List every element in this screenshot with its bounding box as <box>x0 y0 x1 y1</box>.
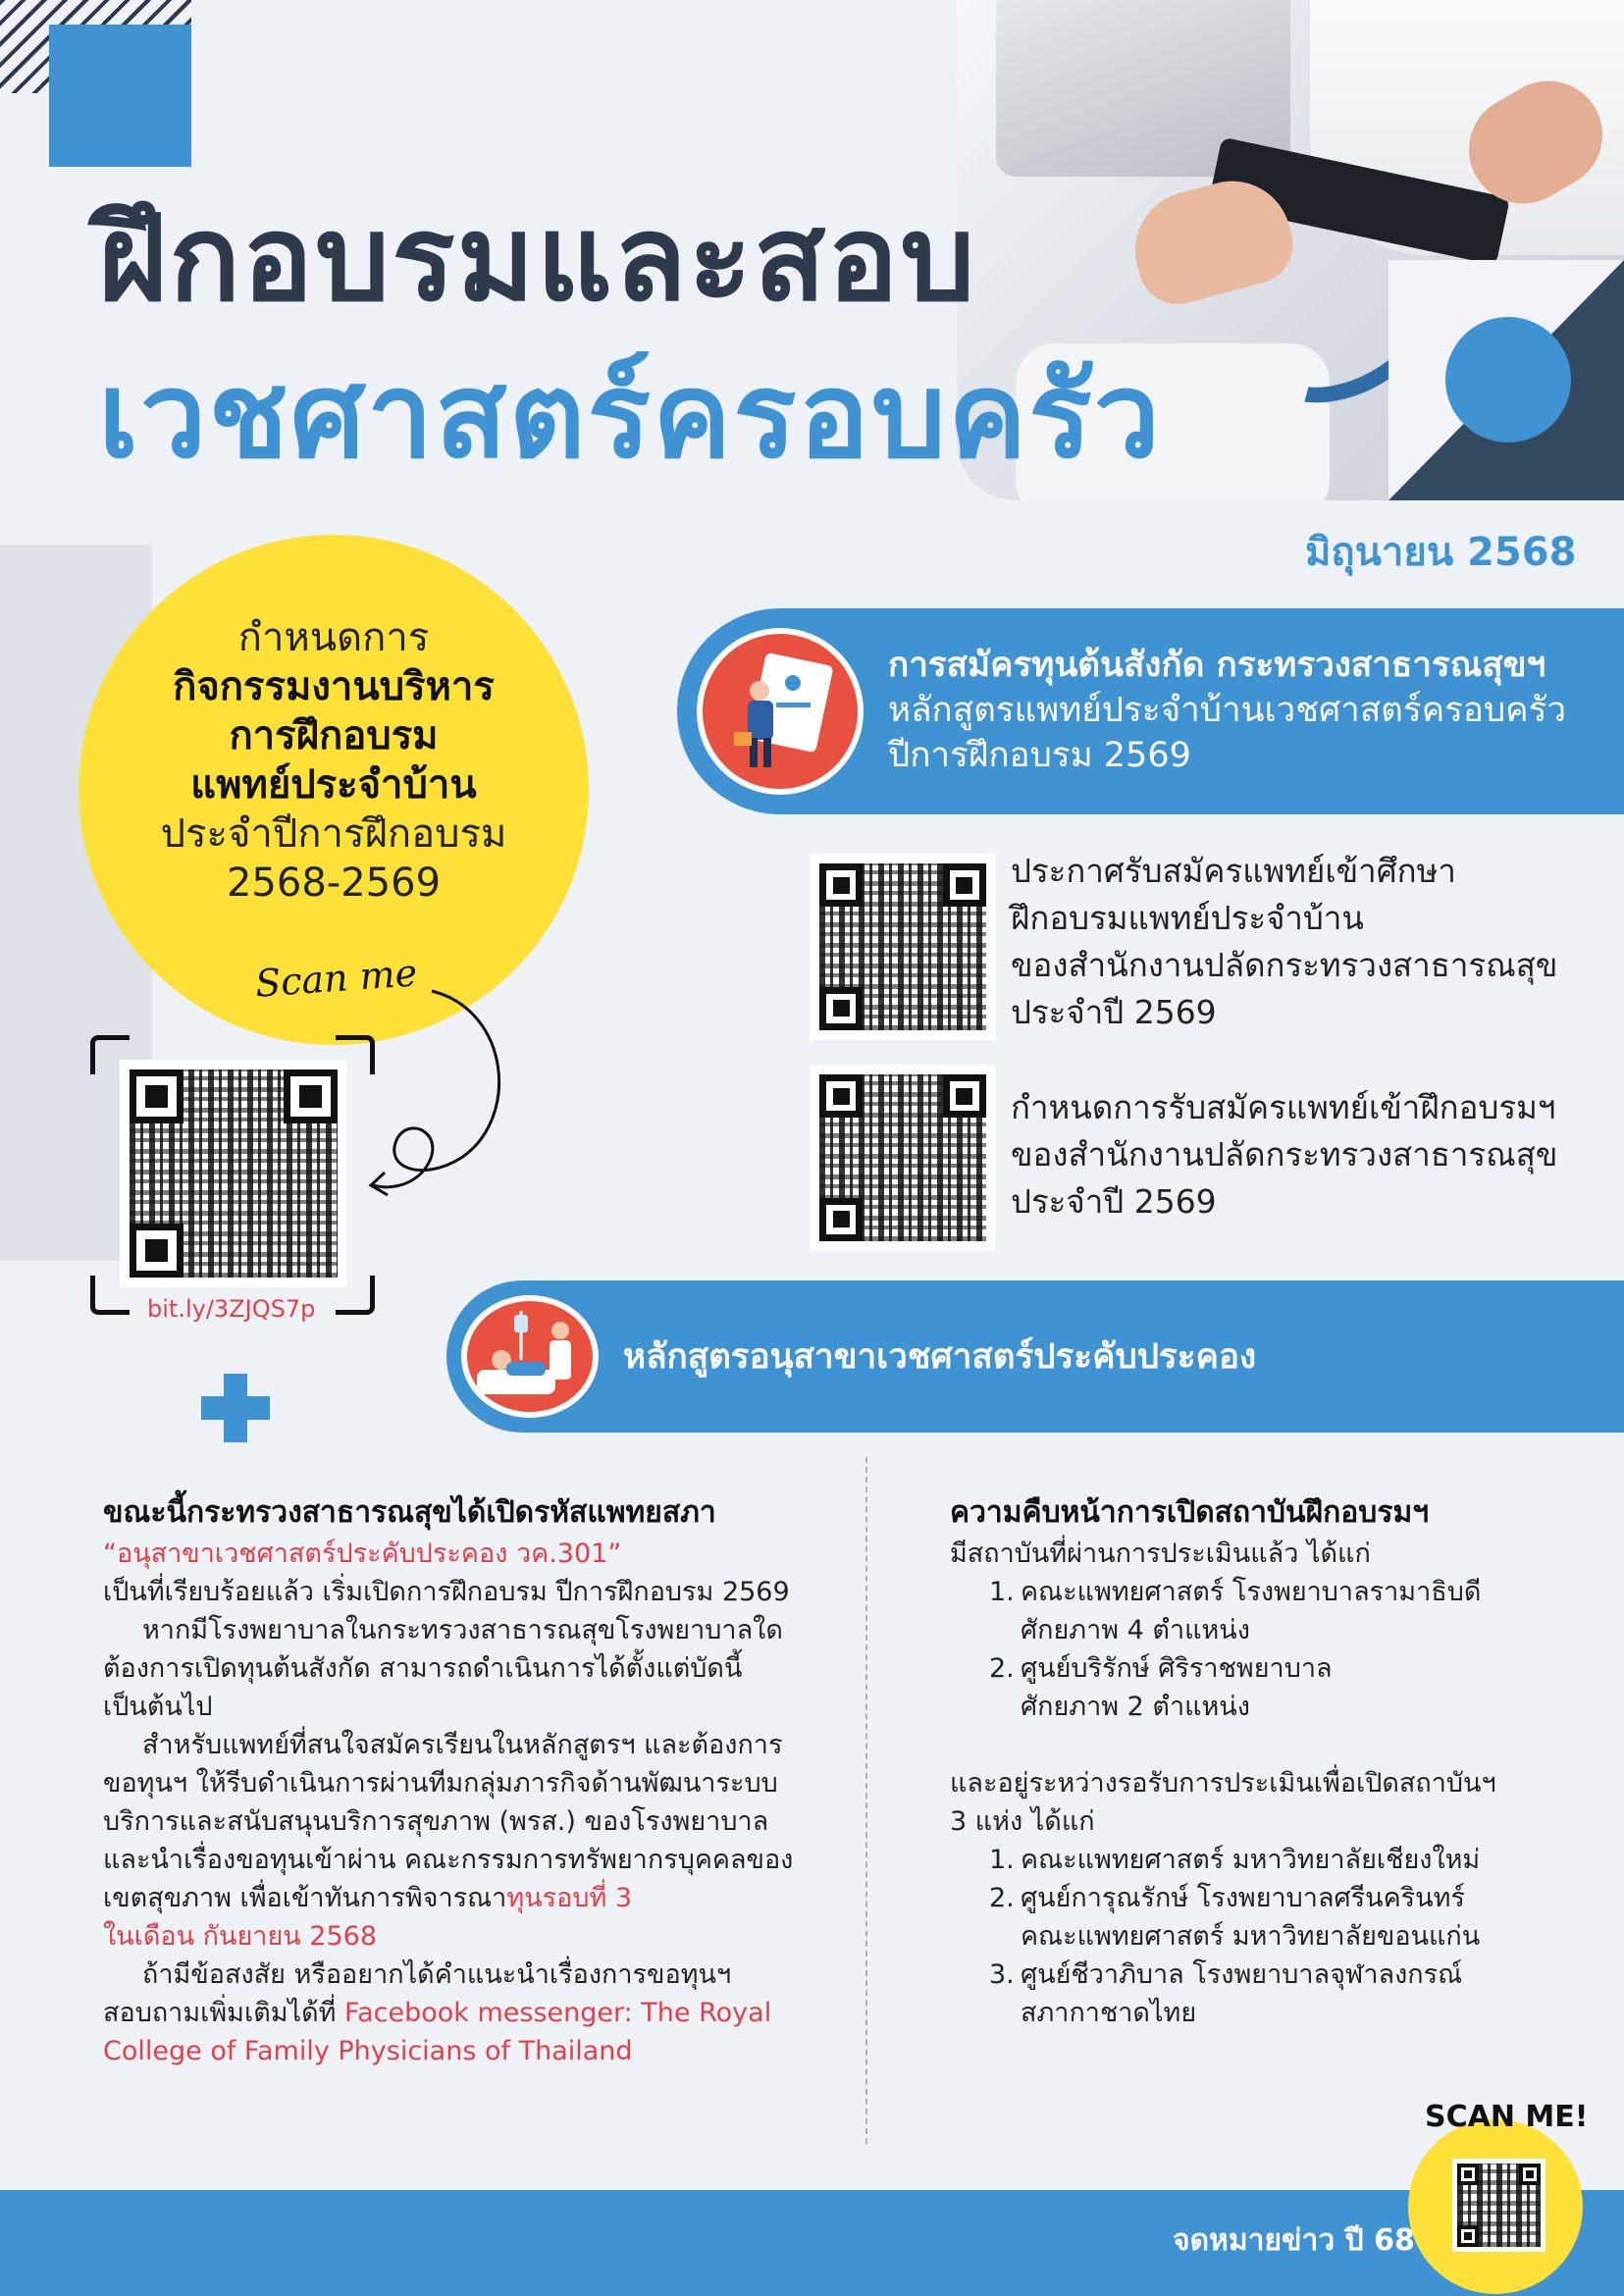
schedule-short-link[interactable]: bit.ly/3ZJQS7p <box>147 1295 316 1323</box>
passed-intro: มีสถาบันที่ผ่านการประเมินแล้ว ได้แก่ <box>950 1539 1371 1569</box>
application-schedule-qr-code[interactable] <box>810 1065 996 1251</box>
applicant-illustration-icon <box>697 628 864 795</box>
paragraph-3-line: สำหรับแพทย์ที่สนใจสมัครเรียนในหลักสูตรฯ และต้องการ <box>142 1730 783 1760</box>
scholarship-line-3: ปีการฝึกอบรม 2569 <box>888 736 1191 775</box>
title-line-2: เวชศาสตร์ครอบครัว <box>98 348 1163 485</box>
left-column <box>103 1491 849 2070</box>
application-line: ประจำปี 2569 <box>1011 1182 1217 1221</box>
schedule-qr-code[interactable] <box>120 1060 347 1287</box>
paragraph-1: เป็นที่เรียบร้อยแล้ว เริ่มเปิดการฝึกอบรม ปีการฝึกอบรม 2569 <box>103 1577 790 1607</box>
facebook-messenger-link-cont[interactable]: College of Family Physicians of Thailand <box>103 2036 633 2066</box>
right-column <box>950 1491 1598 2032</box>
list-subtext: ศักยภาพ 2 ตำแหน่ง <box>1021 1692 1250 1722</box>
scholarship-line-2: หลักสูตรแพทย์ประจำบ้านเวชศาสตร์ครอบครัว <box>888 691 1567 730</box>
funding-round-text: ทุนรอบที่ 3 <box>506 1883 633 1913</box>
facebook-messenger-link[interactable]: Facebook messenger: The Royal <box>344 1998 772 2028</box>
list-item <box>950 1573 1598 1611</box>
list-subtext: ศักยภาพ 4 ตำแหน่ง <box>1021 1615 1250 1645</box>
list-number: 1. <box>989 1845 1015 1875</box>
paragraph-2-line: หากมีโรงพยาบาลในกระทรวงสาธารณสุขโรงพยาบาลใด <box>142 1615 783 1645</box>
announcement-line: ของสำนักงานปลัดกระทรวงสาธารณสุข <box>1011 946 1558 984</box>
list-text: คณะแพทยศาสตร์ มหาวิทยาลัยเชียงใหม่ <box>1021 1845 1481 1875</box>
medical-plus-icon <box>201 1374 270 1442</box>
specialty-code-quote: “อนุสาขาเวชศาสตร์ประคับประคอง วค.301” <box>103 1539 622 1569</box>
pending-intro: และอยู่ระหว่างรอรับการประเมินเพื่อเปิดสถาบันฯ <box>950 1768 1496 1799</box>
paragraph-3-line: และนำเรื่องขอทุนเข้าผ่าน คณะกรรมการทรัพยากรบุคคลของ <box>103 1845 794 1875</box>
announcement-line: ประจำปี 2569 <box>1011 993 1217 1031</box>
decorative-blue-square <box>49 25 191 167</box>
schedule-line-6: 2568-2569 <box>226 861 442 906</box>
pending-intro-2: 3 แห่ง ได้แก่ <box>950 1806 1095 1837</box>
list-text: ศูนย์บริรักษ์ ศิริราชพยาบาล <box>1021 1653 1333 1684</box>
list-number: 2. <box>989 1653 1015 1684</box>
schedule-line-3: การฝึกอบรม <box>229 713 439 758</box>
title-line-1: ฝึกอบรมและสอบ <box>98 191 977 328</box>
schedule-line-1: กำหนดการ <box>237 615 430 660</box>
list-item <box>950 1649 1598 1688</box>
column-divider <box>865 1457 867 2144</box>
application-line: กำหนดการรับสมัครแพทย์เข้าฝึกอบรมฯ <box>1011 1088 1556 1126</box>
footer-scan-label: SCAN ME! <box>1425 2100 1589 2134</box>
right-heading: ความคืบหน้าการเปิดสถาบันฝึกอบรมฯ <box>950 1495 1430 1530</box>
patient-care-illustration-icon <box>461 1295 599 1418</box>
announcement-line: ประกาศรับสมัครแพทย์เข้าศึกษา <box>1011 852 1456 890</box>
list-number: 1. <box>989 1577 1015 1607</box>
issue-date: มิถุนายน 2568 <box>1305 530 1577 575</box>
list-subtext: คณะแพทยศาสตร์ มหาวิทยาลัยขอนแก่น <box>1021 1921 1481 1952</box>
paragraph-2-line: เป็นต้นไป <box>103 1692 213 1722</box>
funding-month-text: ในเดือน กันยายน 2568 <box>103 1921 378 1952</box>
paragraph-4-text: สอบถามเพิ่มเติมได้ที่ <box>103 1998 345 2028</box>
list-text: คณะแพทยศาสตร์ โรงพยาบาลรามาธิบดี <box>1021 1577 1482 1607</box>
schedule-line-2: กิจกรรมงานบริหาร <box>173 664 495 709</box>
application-line: ของสำนักงานปลัดกระทรวงสาธารณสุข <box>1011 1135 1558 1174</box>
palliative-banner-heading: หลักสูตรอนุสาขาเวชศาสตร์ประคับประคอง <box>623 1337 1257 1377</box>
application-schedule-text <box>1011 1084 1557 1226</box>
paragraph-4-line <box>103 1994 849 2032</box>
decorative-blue-circle <box>1445 317 1571 443</box>
paragraph-3-text: เขตสุขภาพ เพื่อเข้าทันการพิจารณา <box>103 1883 507 1913</box>
list-number: 3. <box>989 1959 1015 1990</box>
announcement-qr-code[interactable] <box>810 854 996 1040</box>
paragraph-3-line <box>103 1879 849 1917</box>
paragraph-2-line: ต้องการเปิดทุนต้นสังกัด สามารถดำเนินการได้ตั้งแต่บัดนี้ <box>103 1653 743 1684</box>
paragraph-3-line: ขอทุนฯ ให้รีบดำเนินการผ่านทีมกลุ่มภารกิจด้านพัฒนาระบบ <box>103 1768 778 1799</box>
schedule-line-5: ประจำปีการฝึกอบรม <box>160 811 507 857</box>
list-item <box>950 1879 1598 1917</box>
paragraph-4-line: ถ้ามีข้อสงสัย หรืออยากได้คำแนะนำเรื่องการขอทุนฯ <box>142 1959 732 1990</box>
list-text: ศูนย์ชีวาภิบาล โรงพยาบาลจุฬาลงกรณ์ <box>1021 1959 1463 1990</box>
list-number: 2. <box>989 1883 1015 1913</box>
list-text: ศูนย์การุณรักษ์ โรงพยาบาลศรีนครินทร์ <box>1021 1883 1465 1913</box>
announcement-text <box>1011 848 1557 1036</box>
announcement-line: ฝึกอบรมแพทย์ประจำบ้าน <box>1011 899 1364 937</box>
scholarship-banner-text <box>888 643 1566 778</box>
list-subtext: สภากาชาดไทย <box>1021 1998 1197 2028</box>
left-heading: ขณะนี้กระทรวงสาธารณสุขได้เปิดรหัสแพทยสภา <box>103 1495 716 1530</box>
newsletter-label: จดหมายข่าว ปี 68 <box>1173 2223 1415 2258</box>
paragraph-3-line: บริการและสนับสนุนบริการสุขภาพ (พรส.) ของโรงพยาบาล <box>103 1806 769 1837</box>
list-item <box>950 1841 1598 1879</box>
schedule-line-4: แพทย์ประจำบ้าน <box>190 762 477 808</box>
footer-qr-code[interactable] <box>1452 2159 1545 2252</box>
list-item <box>950 1956 1598 1994</box>
scan-me-label: Scan me <box>253 951 419 1006</box>
scholarship-heading: การสมัครทุนต้นสังกัด กระทรวงสาธารณสุขฯ <box>888 646 1546 685</box>
